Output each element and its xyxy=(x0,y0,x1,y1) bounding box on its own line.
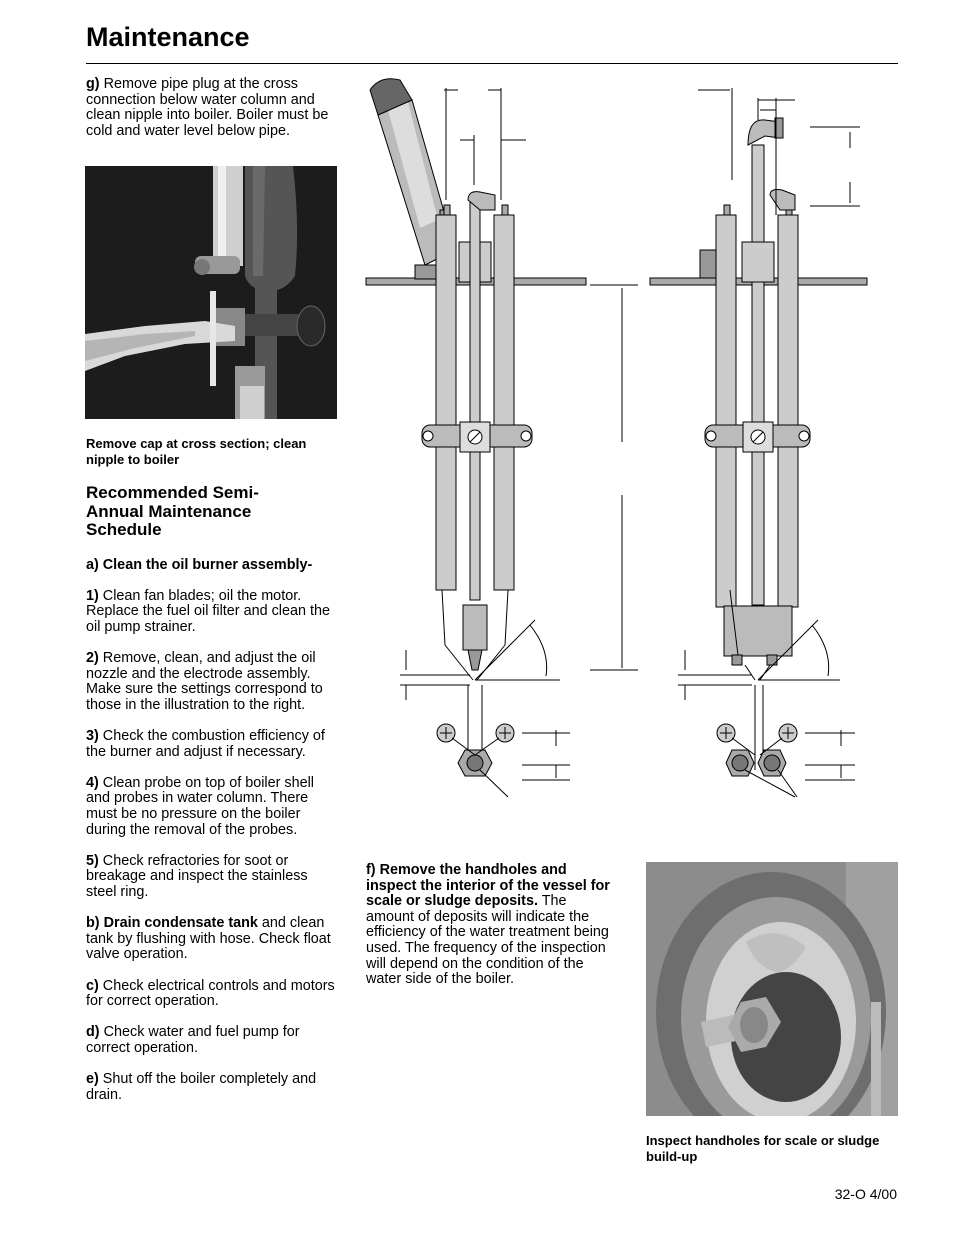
item-5-text: Check refractories for soot or breakage and inspect the stainless steel ring. xyxy=(86,852,308,900)
item-e-label: e) xyxy=(86,1071,99,1088)
boiler-cross-connection-photo xyxy=(85,166,337,419)
item-c-text: Check electrical controls and motors for correct operation. xyxy=(86,977,335,1010)
page-footer: 32-O 4/00 xyxy=(834,1186,897,1202)
step-f-text: The amount of deposits will indicate the efficiency of the water treatment being used. The frequency of the inspection will depend on the condition of the water side of the boiler. xyxy=(366,893,609,988)
page-title: Maintenance xyxy=(86,22,250,52)
item-4-label: 4) xyxy=(86,774,99,791)
item-e-text: Shut off the boiler completely and drain. xyxy=(86,1071,317,1103)
photo2-caption: Inspect handholes for scale or sludge build-up xyxy=(646,1133,880,1164)
step-g-text: Remove pipe plug at the cross connection below water column and clean nipple into boiler. Boiler must be cold and water level below pipe. xyxy=(86,76,329,139)
item-2-label: 2) xyxy=(86,650,99,667)
item-2 xyxy=(86,651,341,713)
item-b xyxy=(86,916,341,963)
left-electrode-assembly xyxy=(366,79,638,797)
item-a-heading: a) Clean the oil burner assembly- xyxy=(86,556,313,573)
item-3-text: Check the combustion efficiency of the burner and adjust if necessary. xyxy=(86,728,325,760)
item-1-label: 1) xyxy=(86,587,99,604)
handhole-photo xyxy=(646,862,898,1116)
photo1-caption: Remove cap at cross section; clean nipple to boiler xyxy=(86,436,307,467)
item-b-text: and clean tank by flushing with hose. Check float valve operation. xyxy=(86,915,331,963)
right-electrode-assembly xyxy=(650,88,867,797)
item-4-text: Clean probe on top of boiler shell and probes in water column. There must be no pressure on the boiler during the removal of the probes. xyxy=(86,774,314,838)
item-d-text: Check water and fuel pump for correct operation. xyxy=(86,1024,300,1056)
item-5 xyxy=(86,854,341,901)
item-5-label: 5) xyxy=(86,852,99,869)
item-3 xyxy=(86,729,341,760)
item-1-text: Clean fan blades; oil the motor. Replace the fuel oil filter and clean the oil pump strainer. xyxy=(86,587,330,635)
electrode-assembly-diagram xyxy=(360,70,880,810)
item-2-text: Remove, clean, and adjust the oil nozzle and the electrode assembly. Make sure the settings correspond to those in the illustration to the right. xyxy=(86,650,323,713)
item-e xyxy=(86,1072,341,1103)
item-1 xyxy=(86,589,341,636)
item-d-label: d) xyxy=(86,1024,100,1041)
step-g-label: g) xyxy=(86,76,100,92)
item-4 xyxy=(86,776,341,838)
step-g xyxy=(86,77,341,155)
item-c xyxy=(86,979,341,1010)
item-b-label: b) Drain condensate tank xyxy=(86,915,258,932)
schedule-heading: Recommended Semi-Annual Maintenance Schedule xyxy=(86,483,259,539)
item-d xyxy=(86,1025,341,1056)
item-3-label: 3) xyxy=(86,728,99,745)
title-rule xyxy=(86,63,898,64)
item-c-label: c) xyxy=(86,977,99,994)
step-f-label: f) Remove the handholes and inspect the interior of the vessel for scale or sludge deposits. xyxy=(366,862,610,910)
maintenance-schedule xyxy=(86,484,341,1119)
step-f xyxy=(366,863,618,1003)
